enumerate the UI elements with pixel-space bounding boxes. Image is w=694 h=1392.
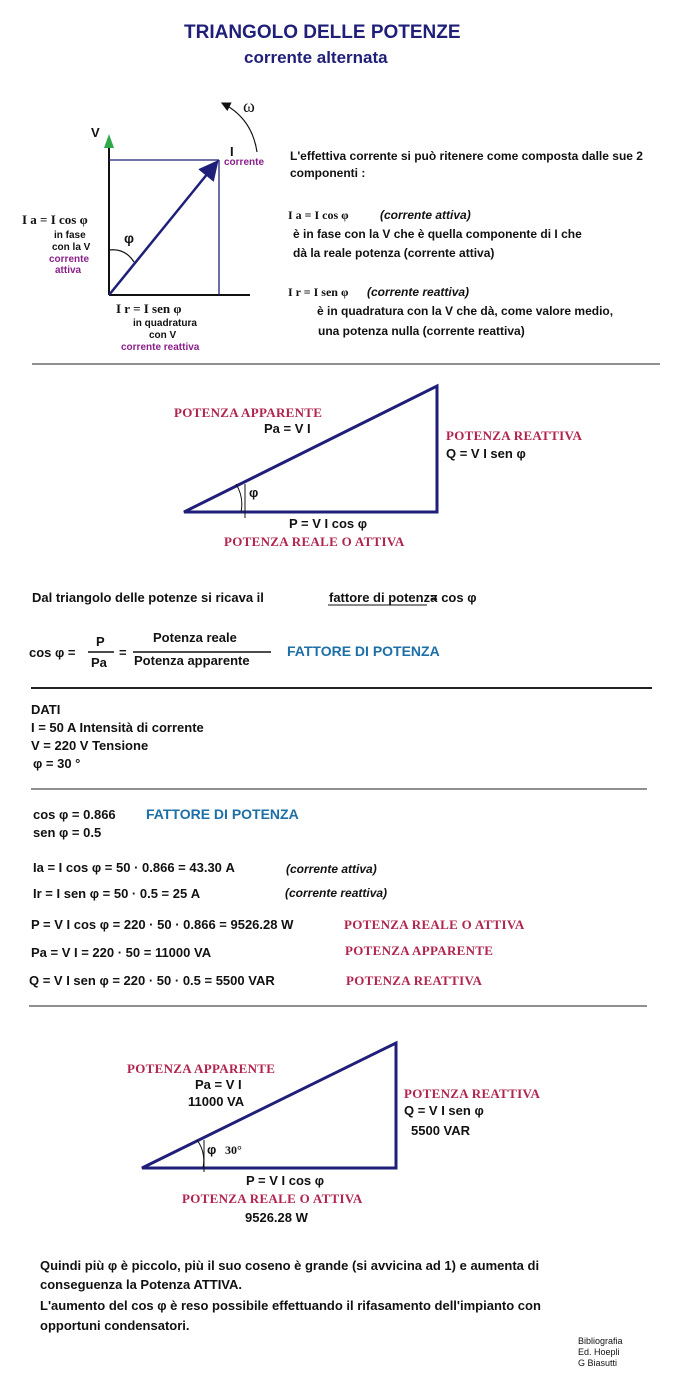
t2-reactive-label: POTENZA REATTIVA — [404, 1086, 541, 1101]
pf-sentence-end: = cos φ — [430, 590, 477, 605]
conclusion-line-3: L'aumento del cos φ è reso possibile effettuando il rifasamento dell'impianto con — [40, 1298, 541, 1313]
ia-desc-1: in fase — [54, 230, 86, 241]
current-vector — [109, 162, 217, 295]
t2-real-label: POTENZA REALE O ATTIVA — [182, 1191, 363, 1206]
t2-real-formula: P = V I cos φ — [246, 1173, 325, 1188]
calc-cos: cos φ = 0.866 — [33, 807, 116, 822]
explanation-ir-formula: I r = I sen φ — [288, 285, 349, 299]
explanation-ia-note: (corrente attiva) — [380, 208, 471, 222]
ir-formula: I r = I sen φ — [116, 301, 182, 316]
v-arrow-icon — [104, 134, 114, 148]
t1-phi: φ — [249, 485, 259, 500]
calc-p: P = V I cos φ = 220 · 50 · 0.866 = 9526.28 W — [31, 917, 294, 932]
ia-desc-4: attiva — [55, 265, 82, 276]
t2-reactive-value: 5500 VAR — [411, 1123, 471, 1138]
calc-pa: Pa = V I = 220 · 50 = 11000 VA — [31, 945, 212, 960]
t1-reactive-label: POTENZA REATTIVA — [446, 428, 583, 443]
t1-real-formula: P = V I cos φ — [289, 516, 368, 531]
t1-real-label: POTENZA REALE O ATTIVA — [224, 534, 405, 549]
data-title: DATI — [31, 702, 61, 717]
explanation-ia-line-2: dà la reale potenza (corrente attiva) — [293, 246, 495, 260]
omega-label: ω — [243, 96, 255, 116]
pf-sentence-link: fattore di potenza — [329, 590, 438, 605]
bib-publisher: Ed. Hoepli — [578, 1347, 620, 1357]
ir-desc-1: in quadratura — [133, 318, 197, 329]
t2-apparent-label: POTENZA APPARENTE — [127, 1061, 276, 1076]
pf-sentence-start: Dal triangolo delle potenze si ricava il — [32, 590, 264, 605]
page-subtitle: corrente alternata — [244, 48, 388, 67]
t2-real-value: 9526.28 W — [245, 1210, 308, 1225]
explanation-ia-line-1: è in fase con la V che è quella componente di I che — [293, 227, 582, 241]
ir-desc-2: con V — [149, 330, 177, 341]
explanation-ir-line-1: è in quadratura con la V che dà, come valore medio, — [317, 304, 614, 318]
t2-reactive-formula: Q = V I sen φ — [404, 1103, 484, 1118]
phi-label-vector: φ — [124, 230, 135, 246]
v-label: V — [91, 125, 100, 140]
explanation-ir-note: (corrente reattiva) — [367, 285, 470, 299]
conclusion-line-2: conseguenza la Potenza ATTIVA. — [40, 1277, 243, 1292]
calc-q: Q = V I sen φ = 220 · 50 · 0.5 = 5500 VAR — [29, 973, 275, 988]
vector-diagram-lines — [104, 103, 257, 295]
explanation-intro-2: componenti : — [290, 166, 366, 180]
pf-equals: = — [119, 645, 127, 660]
t1-reactive-formula: Q = V I sen φ — [446, 446, 526, 461]
explanation-ir-line-2: una potenza nulla (corrente reattiva) — [318, 324, 525, 338]
calc-sen: sen φ = 0.5 — [33, 825, 102, 840]
ia-formula: I a = I cos φ — [22, 212, 88, 227]
page-title: TRIANGOLO DELLE POTENZE — [184, 22, 461, 43]
t1-apparent-label: POTENZA APPARENTE — [174, 405, 323, 420]
calc-ir-note: (corrente reattiva) — [285, 886, 388, 900]
conclusion-line-4: opportuni condensatori. — [40, 1318, 190, 1333]
calc-ia-note: (corrente attiva) — [286, 862, 377, 876]
calc-ia: Ia = I cos φ = 50 · 0.866 = 43.30 A — [33, 860, 235, 875]
calc-q-label: POTENZA REATTIVA — [346, 973, 483, 988]
t2-angle: 30° — [225, 1143, 242, 1157]
conclusion-line-1: Quindi più φ è piccolo, più il suo coseno è grande (si avvicina ad 1) e aumenta di — [40, 1258, 540, 1273]
ia-desc-2: con la V — [52, 242, 91, 253]
t1-apparent-formula: Pa = V I — [264, 421, 311, 436]
corrente-label: corrente — [224, 157, 265, 168]
i-label: I — [230, 144, 234, 159]
explanation-intro-1: L'effettiva corrente si può ritenere come composta dalle sue 2 — [290, 149, 643, 163]
pf-num-2: Potenza reale — [153, 630, 237, 645]
bib-author: G Biasutti — [578, 1358, 618, 1368]
calc-ir: Ir = I sen φ = 50 · 0.5 = 25 A — [33, 886, 201, 901]
data-line-2: V = 220 V Tensione — [31, 738, 149, 753]
bib-title: Bibliografia — [578, 1336, 623, 1346]
t2-phi: φ — [207, 1142, 217, 1157]
calc-p-label: POTENZA REALE O ATTIVA — [344, 917, 525, 932]
ia-desc-3: corrente — [49, 254, 90, 265]
data-line-3: φ = 30 ° — [33, 756, 81, 771]
pf-den-2: Potenza apparente — [134, 653, 250, 668]
calc-pa-label: POTENZA APPARENTE — [345, 943, 494, 958]
t2-apparent-value: 11000 VA — [188, 1094, 245, 1109]
pf-num-1: P — [96, 634, 105, 649]
pf-label: FATTORE DI POTENZA — [287, 643, 440, 659]
calc-cos-label: FATTORE DI POTENZA — [146, 806, 299, 822]
pf-den-1: Pa — [91, 655, 107, 670]
explanation-ia-formula: I a = I cos φ — [288, 208, 349, 222]
phi-arc — [109, 250, 134, 262]
t2-apparent-formula: Pa = V I — [195, 1077, 242, 1092]
data-line-1: I = 50 A Intensità di corrente — [31, 720, 204, 735]
pf-cos-phi: cos φ = — [29, 645, 76, 660]
ir-desc-3: corrente reattiva — [121, 342, 200, 353]
